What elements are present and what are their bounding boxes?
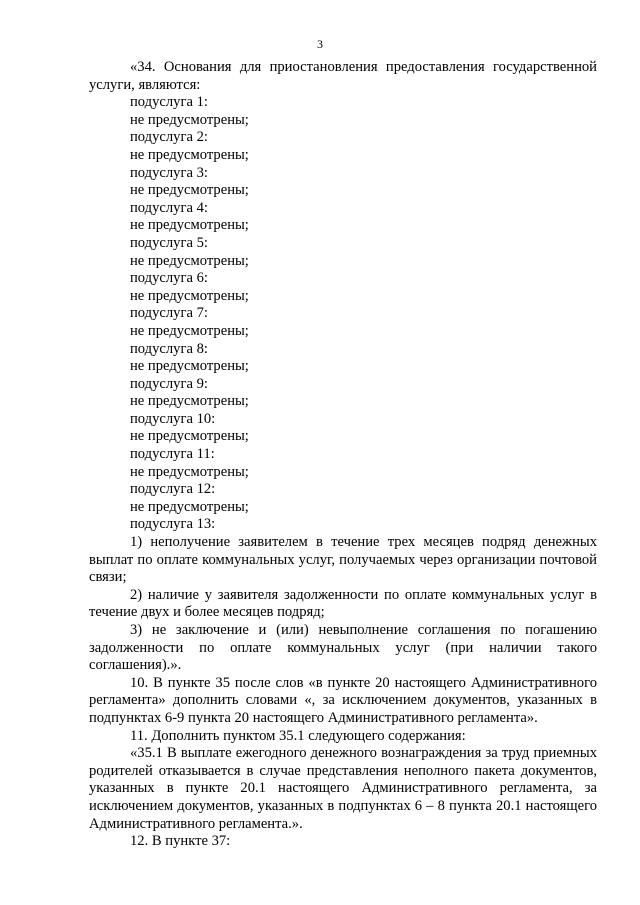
subservice-title: подуслуга 5: [130, 234, 208, 251]
subservice-text: не предусмотрены; [130, 287, 249, 304]
subservice-title: подуслуга 6: [130, 270, 208, 287]
paragraph-condition-1: 1) неполучение заявителем в течение трех месяцев подряд денежных выплат по оплате коммунальных услуг, получаемых через организации почтовой связи; [89, 534, 597, 586]
subservice-text: не предусмотрены; [130, 428, 249, 445]
subservice-text: не предусмотрены; [130, 358, 249, 375]
paragraph-item-11: 11. Дополнить пунктом 35.1 следующего содержания: [130, 727, 466, 744]
intro-paragraph: «34. Основания для приостановления предоставления государственной услуги, являются: [89, 59, 597, 93]
paragraph-item-10: 10. В пункте 35 после слов «в пункте 20 настоящего Административного регламента» дополнить словами «, за исключением документов, указанных в подпунктах 6-9 пункта 20 настоящего Административного регламента». [89, 674, 597, 726]
subservice-title: подуслуга 13: [130, 516, 216, 533]
subservice-list [89, 94, 597, 534]
subservice-text: не предусмотрены; [130, 463, 249, 480]
paragraph-item-35-1: «35.1 В выплате ежегодного денежного вознаграждения за труд приемных родителей отказывается в случае представления неполного пакета документов, указанных в пункте 20.1 настоящего Административного регламента, за исключением документов, указанных в подпунктах 6 – 8 пункта 20.1 настоящего Административного регламента.». [89, 745, 597, 832]
subservice-text: не предусмотрены; [130, 217, 249, 234]
subservice-title: подуслуга 9: [130, 375, 208, 392]
paragraph-condition-3: 3) не заключение и (или) невыполнение соглашения по погашению задолженности по оплате коммунальных услуг (при наличии такого соглашения).». [89, 622, 597, 674]
page-number: 3 [317, 37, 323, 51]
subservice-title: подуслуга 7: [130, 305, 208, 322]
subservice-text: не предусмотрены; [130, 182, 249, 199]
subservice-text: не предусмотрены; [130, 498, 249, 515]
subservice-title: подуслуга 2: [130, 129, 208, 146]
subservice-text: не предусмотрены; [130, 111, 249, 128]
subservice-title: подуслуга 8: [130, 340, 208, 357]
subservice-title: подуслуга 4: [130, 199, 208, 216]
subservice-title: подуслуга 12: [130, 481, 216, 498]
subservice-text: не предусмотрены; [130, 146, 249, 163]
subservice-title: подуслуга 1: [130, 94, 208, 111]
document-body [89, 59, 597, 851]
paragraph-item-12: 12. В пункте 37: [130, 833, 231, 850]
subservice-title: подуслуга 11: [130, 446, 215, 463]
paragraph-condition-2: 2) наличие у заявителя задолженности по оплате коммунальных услуг в течение двух и более месяцев подряд; [89, 586, 597, 621]
subservice-title: подуслуга 3: [130, 164, 208, 181]
subservice-text: не предусмотрены; [130, 393, 249, 410]
subservice-text: не предусмотрены; [130, 322, 249, 339]
subservice-text: не предусмотрены; [130, 252, 249, 269]
subservice-title: подуслуга 10: [130, 410, 216, 427]
